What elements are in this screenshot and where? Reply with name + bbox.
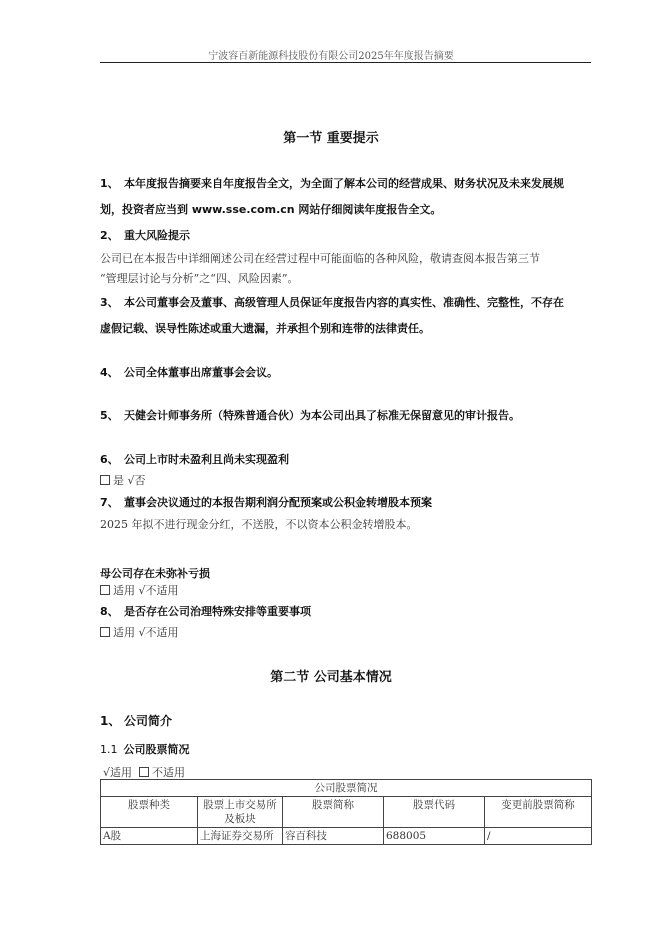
item3-number: 3、 [100, 296, 119, 309]
document-header: 宁波容百新能源科技股份有限公司2025年年度报告摘要 [208, 51, 454, 62]
checkbox-empty-icon [139, 767, 149, 777]
item3-line1 [100, 294, 564, 310]
item7-heading-text: 董事会决议通过的本报告期利润分配预案或公积金转增股本预案 [124, 496, 432, 509]
sub1-1-heading [100, 741, 190, 757]
item8-options-text: 适用 √不适用 [113, 626, 179, 639]
item6-number: 6、 [100, 453, 119, 466]
table-header-cell: 股票种类 [101, 797, 198, 828]
checkbox-empty-icon [100, 627, 110, 637]
item1-text-line1: 本年度报告摘要来自年度报告全文，为全面了解本公司的经营成果、财务状况及未来发展规 [124, 177, 564, 190]
table-caption-row [101, 780, 592, 797]
table-caption: 公司股票简况 [101, 780, 592, 797]
table-cell: A股 [101, 828, 198, 845]
table-header-line: 及板块 [224, 813, 256, 825]
item1-line1 [100, 175, 564, 191]
item2-text-line2: “管理层讨论与分析”之“四、风险因素”。 [100, 272, 299, 285]
table-cell: 688005 [384, 828, 485, 845]
item8-options [100, 624, 179, 640]
item1-text-line2: 划，投资者应当到 www.sse.com.cn 网站仔细阅读年度报告全文。 [100, 203, 442, 216]
item4-number: 4、 [100, 366, 119, 379]
sub1-1-options-prefix: √适用 [103, 766, 133, 779]
item2-number: 2、 [100, 229, 119, 242]
table-header-cell: 股票简称 [283, 797, 384, 828]
sub1-1-options-suffix: 不适用 [152, 766, 186, 779]
item2-text-line1: 公司已在本报告中详细阐述公司在经营过程中可能面临的各种风险，敬请查阅本报告第三节 [100, 252, 540, 265]
sub1-heading-text: 公司简介 [124, 714, 173, 728]
table-header-cell: 股票代码 [384, 797, 485, 828]
stock-table [100, 779, 592, 845]
table-header-cell: 变更前股票简称 [485, 797, 592, 828]
table-header-line: 股票上市交易所 [203, 799, 277, 811]
header-rule [100, 62, 591, 63]
item6-options [100, 472, 146, 488]
item8-heading-text: 是否存在公司治理特殊安排等重要事项 [124, 605, 311, 618]
item7-text: 2025 年拟不进行现金分红，不送股，不以资本公积金转增股本。 [100, 518, 418, 531]
item7-heading [100, 494, 432, 510]
deficit-heading: 母公司存在未弥补亏损 [100, 567, 210, 580]
table-cell: / [485, 828, 592, 845]
section2-title: 第二节 公司基本情况 [270, 670, 392, 685]
item1-number: 1、 [100, 177, 119, 190]
deficit-options [100, 582, 179, 598]
table-row [101, 828, 592, 845]
sub1-1-options [103, 764, 185, 780]
section1-title: 第一节 重要提示 [283, 131, 379, 146]
sub1-number: 1、 [100, 714, 121, 728]
item4 [100, 364, 278, 380]
sub1-1-number: 1.1 [100, 743, 118, 756]
item8-heading [100, 603, 311, 619]
table-header-row [101, 797, 592, 828]
sub1-heading [100, 712, 172, 729]
checkbox-empty-icon [100, 585, 110, 595]
item2-heading-text: 重大风险提示 [124, 229, 190, 242]
item6-heading [100, 451, 289, 467]
item3-text-line2: 虚假记载、误导性陈述或重大遗漏，并承担个别和连带的法律责任。 [100, 322, 430, 335]
table-header-cell [198, 797, 283, 828]
sub1-1-heading-text: 公司股票简况 [123, 743, 190, 756]
item8-number: 8、 [100, 605, 119, 618]
item5 [100, 407, 520, 423]
checkbox-empty-icon [100, 475, 110, 485]
item5-number: 5、 [100, 409, 119, 422]
table-cell: 容百科技 [283, 828, 384, 845]
item6-options-text: 是 √否 [113, 474, 146, 487]
deficit-options-text: 适用 √不适用 [113, 584, 179, 597]
item4-text: 公司全体董事出席董事会会议。 [124, 366, 278, 379]
item5-text: 天健会计师事务所（特殊普通合伙）为本公司出具了标准无保留意见的审计报告。 [124, 409, 520, 422]
item7-number: 7、 [100, 496, 119, 509]
item6-heading-text: 公司上市时未盈利且尚未实现盈利 [124, 453, 289, 466]
item2-heading [100, 227, 190, 243]
item3-text-line1: 本公司董事会及董事、高级管理人员保证年度报告内容的真实性、准确性、完整性，不存在 [124, 296, 564, 309]
table-cell: 上海证券交易所 [198, 828, 283, 845]
